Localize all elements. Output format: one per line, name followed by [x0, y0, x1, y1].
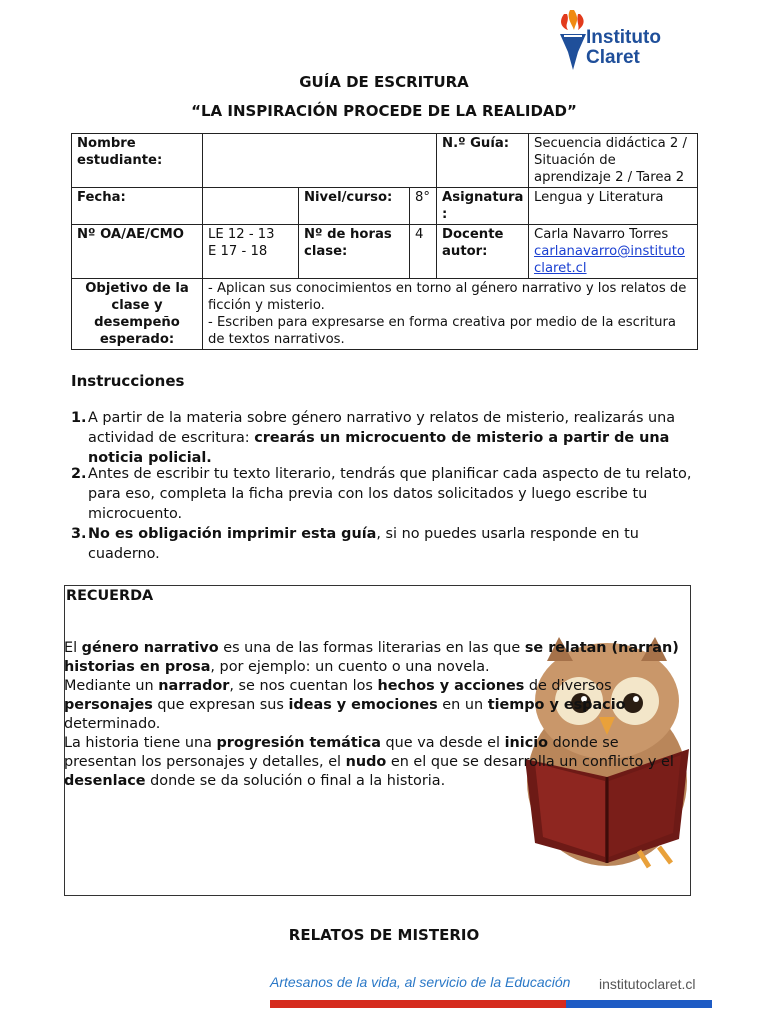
- text-span: El: [64, 640, 82, 656]
- recuerda-text: [64, 639, 690, 791]
- footer-site[interactable]: institutoclaret.cl: [599, 976, 696, 992]
- bold-span: género narrativo: [81, 640, 219, 656]
- horas-value: 4: [410, 225, 437, 279]
- text-span: en un: [437, 697, 488, 713]
- footer-stripe-blue: [566, 1000, 712, 1008]
- footer-tagline: Artesanos de la vida, al servicio de la Educación: [270, 974, 571, 990]
- bold-span: ideas y emociones: [288, 697, 438, 713]
- item-1-bold: crearás un microcuento de misterio a partir de una noticia policial.: [88, 430, 670, 466]
- item-1-number: 1.: [71, 410, 87, 426]
- recuerda-paragraph-2: [64, 677, 690, 734]
- text-span: que expresan sus: [152, 697, 289, 713]
- item-3-number: 3.: [71, 526, 87, 542]
- text-span: donde se da solución o final a la historia.: [145, 773, 446, 789]
- nivel-label: Nivel/curso:: [299, 188, 410, 225]
- item-3-bold: No es obligación imprimir esta guía: [88, 526, 377, 542]
- bold-span: personajes: [64, 697, 153, 713]
- logo-wordmark: [586, 28, 661, 68]
- asignatura-value: Lengua y Literatura: [529, 188, 698, 225]
- bold-span: nudo: [345, 754, 387, 770]
- recuerda-box: [64, 585, 691, 896]
- bold-span: desenlace: [64, 773, 146, 789]
- objetivo-line-2: - Escriben para expresarse en forma creativa por medio de la escritura de textos narrativos.: [208, 315, 676, 347]
- footer-stripe-red: [270, 1000, 566, 1008]
- info-table: [71, 133, 698, 350]
- item-3-text: , si no puedes usarla responde en tu cuaderno.: [88, 526, 639, 562]
- instruction-item-3: [71, 524, 711, 564]
- text-span: , por ejemplo: un cuento o una novela.: [210, 659, 490, 675]
- fecha-label: Fecha:: [72, 188, 203, 225]
- objetivo-label: Objetivo de la clase y desempeño esperado:: [72, 279, 203, 350]
- text-span: en el que se desarrolla un conflicto y el: [386, 754, 674, 770]
- nombre-label: Nombre estudiante:: [72, 134, 203, 188]
- docente-value: [529, 225, 698, 279]
- page-subtitle: “LA INSPIRACIÓN PROCEDE DE LA REALIDAD”: [191, 102, 577, 120]
- text-span: , se nos cuentan los: [229, 678, 378, 694]
- bold-span: se relatan (narran) historias en prosa: [64, 640, 679, 675]
- guia-label: N.º Guía:: [437, 134, 529, 188]
- instruction-item-2: [71, 464, 711, 524]
- bold-span: progresión temática: [216, 735, 381, 751]
- text-span: Mediante un: [64, 678, 159, 694]
- recuerda-paragraph-1: [64, 639, 690, 677]
- text-span: determinado.: [64, 716, 161, 732]
- oa-value-line-2: E 17 - 18: [208, 244, 268, 259]
- docente-label: Docente autor:: [437, 225, 529, 279]
- guia-value: Secuencia didáctica 2 / Situación de aprendizaje 2 / Tarea 2: [529, 134, 698, 188]
- item-2-number: 2.: [71, 466, 87, 482]
- text-span: de diversos: [524, 678, 612, 694]
- oa-value: [203, 225, 299, 279]
- instructions-heading: Instrucciones: [71, 372, 185, 390]
- item-2-text: Antes de escribir tu texto literario, tendrás que planificar cada aspecto de tu relato, para eso, completa la ficha previa con los datos solicitados y luego escribe tu microcuento.: [88, 466, 692, 522]
- text-span: que va desde el: [380, 735, 505, 751]
- item-1-text: A partir de la materia sobre género narrativo y relatos de misterio, realizarás una actividad de escritura:: [88, 410, 676, 446]
- instruction-item-1: [71, 408, 711, 468]
- nivel-value: 8°: [410, 188, 437, 225]
- nombre-field[interactable]: [203, 134, 437, 188]
- text-span: donde se presentan los personajes y detalles, el: [64, 735, 619, 770]
- recuerda-title: RECUERDA: [66, 588, 154, 604]
- oa-value-line-1: LE 12 - 13: [208, 227, 275, 242]
- horas-label: Nº de horas clase:: [299, 225, 410, 279]
- recuerda-paragraph-3: [64, 734, 690, 791]
- objetivo-line-1: - Aplican sus conocimientos en torno al género narrativo y los relatos de ficción y misterio.: [208, 281, 687, 313]
- docente-name: Carla Navarro Torres: [534, 227, 669, 242]
- asignatura-label: Asignatura :: [437, 188, 529, 225]
- logo-line-1: Instituto: [586, 27, 661, 48]
- page-title: GUÍA DE ESCRITURA: [299, 73, 469, 91]
- logo-line-2: Claret: [586, 47, 640, 68]
- bold-span: tiempo y espacio: [487, 697, 626, 713]
- bold-span: hechos y acciones: [377, 678, 525, 694]
- oa-label: Nº OA/AE/CMO: [72, 225, 203, 279]
- objetivo-value: [203, 279, 698, 350]
- bold-span: inicio: [504, 735, 549, 751]
- text-span: es una de las formas literarias en las que: [218, 640, 525, 656]
- section-title: RELATOS DE MISTERIO: [288, 926, 480, 944]
- text-span: La historia tiene una: [64, 735, 217, 751]
- bold-span: narrador: [158, 678, 230, 694]
- docente-email-link[interactable]: carlanavarro@institutoclaret.cl: [534, 244, 685, 276]
- fecha-field[interactable]: [203, 188, 299, 225]
